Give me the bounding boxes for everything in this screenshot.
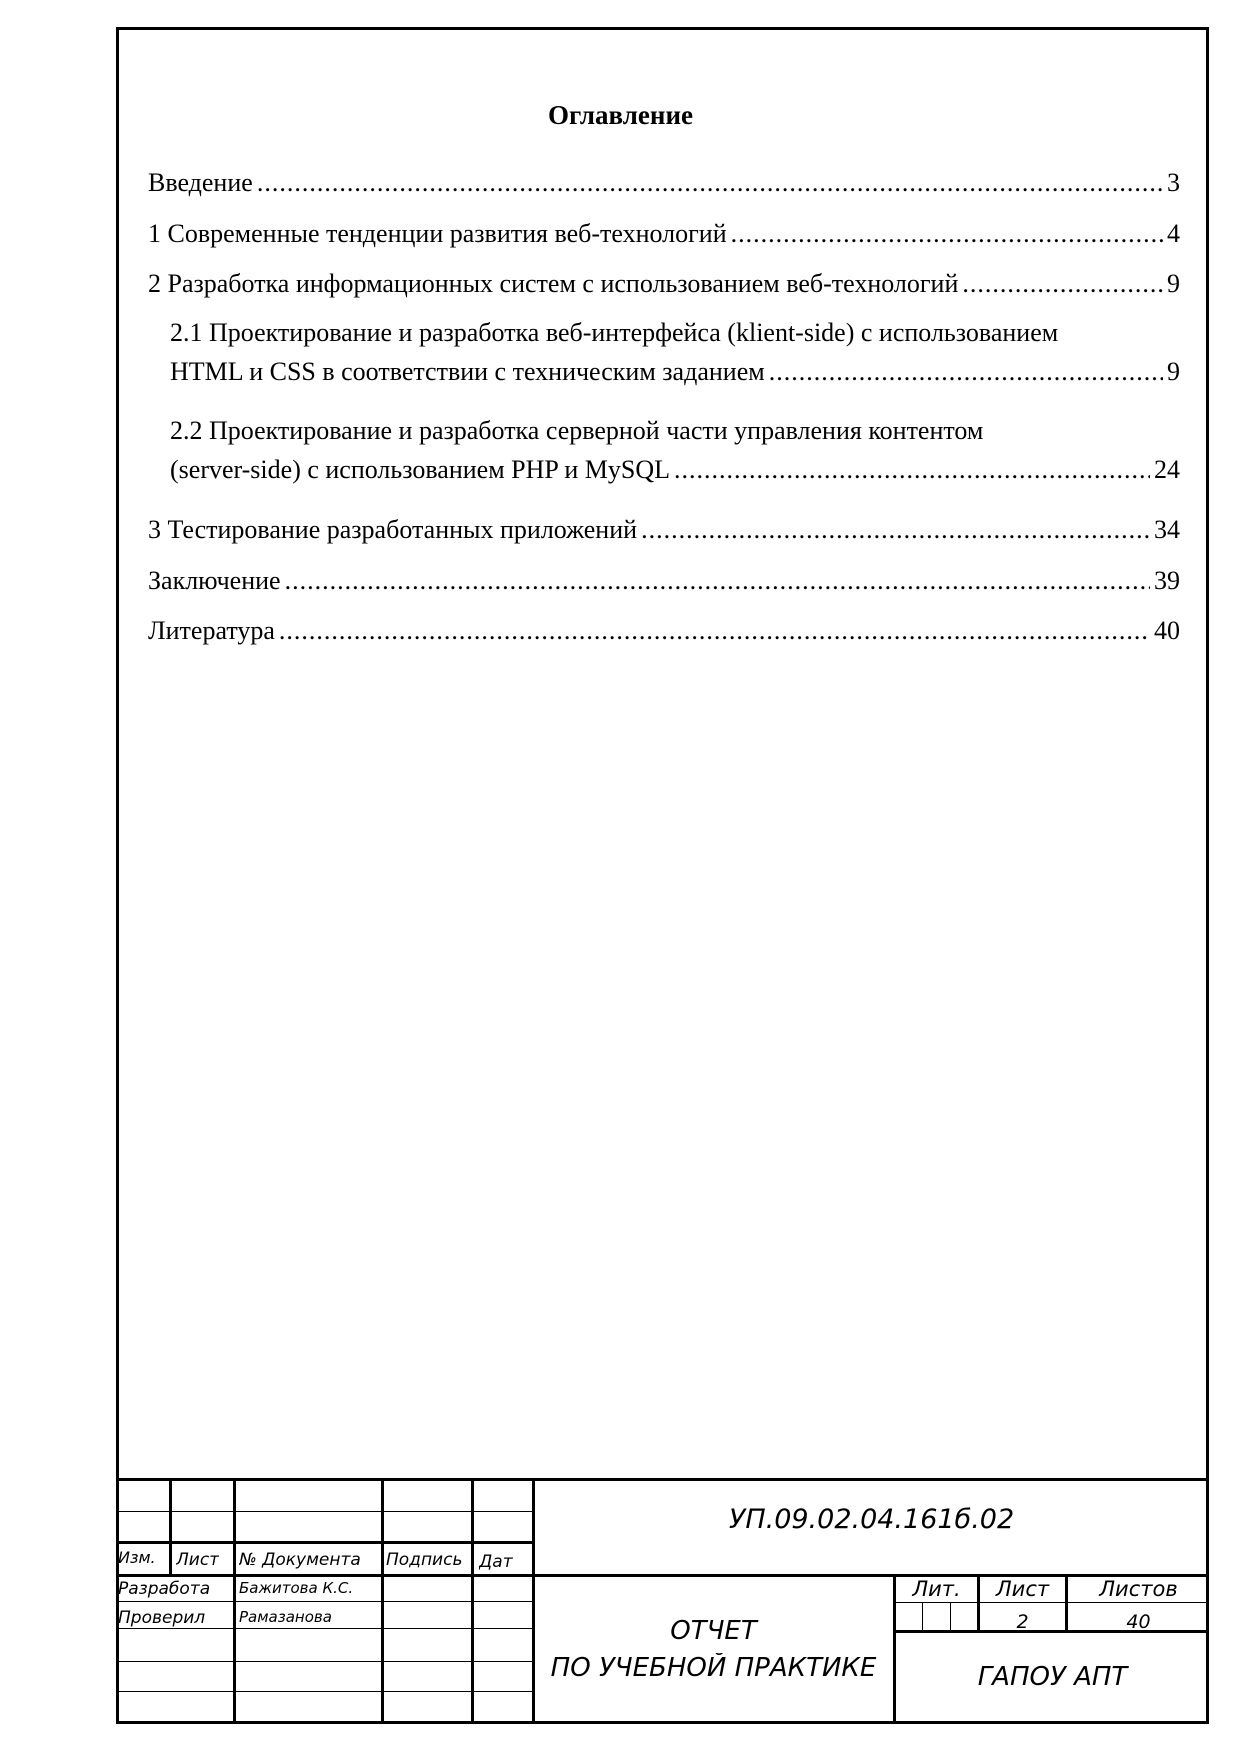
toc-entry-page: 9 bbox=[1167, 357, 1180, 386]
developer-name: Бажитова К.С. bbox=[239, 1579, 354, 1597]
lit-label: Лит. bbox=[912, 1577, 961, 1601]
col-date-label: Дат bbox=[479, 1552, 513, 1572]
toc-entry-page: 39 bbox=[1154, 566, 1180, 595]
toc-leader-dots bbox=[962, 269, 1163, 299]
toc-entry-text: 3 Тестирование разработанных приложений bbox=[148, 515, 638, 544]
toc-entry-text: Введение bbox=[148, 168, 253, 197]
col-list-label: Лист bbox=[176, 1550, 220, 1570]
toc-entry-page: 34 bbox=[1154, 515, 1180, 544]
row-developed-label: Разработа bbox=[118, 1579, 211, 1599]
toc-entry-page: 9 bbox=[1167, 269, 1180, 298]
toc-entry-chapter-3[interactable] bbox=[148, 515, 1180, 549]
toc-entry-2-1-line1: 2.1 Проектирование и разработка веб-интерфейса (klient-side) с использованием bbox=[170, 318, 1059, 347]
toc-leader-dots bbox=[285, 566, 1150, 596]
sheets-total: 40 bbox=[1126, 1611, 1151, 1629]
col-izm-label: Изм. bbox=[118, 1548, 156, 1567]
row-checked-label: Проверил bbox=[118, 1608, 206, 1628]
toc-entry-text: Заключение bbox=[148, 566, 281, 595]
toc-leader-dots bbox=[769, 357, 1163, 387]
sheet-label: Лист bbox=[995, 1577, 1050, 1601]
toc-entry-2-2-line1: 2.2 Проектирование и разработка серверной части управления контентом bbox=[170, 416, 984, 445]
toc-entry-page: 40 bbox=[1154, 616, 1180, 645]
toc-entry-section-2-2[interactable] bbox=[170, 455, 1180, 489]
stamp-line bbox=[893, 1602, 1209, 1603]
col-document-label: № Документа bbox=[239, 1550, 361, 1570]
stamp-line bbox=[950, 1602, 951, 1630]
toc-entry-text: HTML и CSS в соответствии с техническим заданием bbox=[170, 357, 765, 386]
stamp-line bbox=[116, 1478, 1209, 1481]
report-title-line1: ОТЧЕТ bbox=[670, 1616, 757, 1646]
title-block bbox=[116, 1478, 1209, 1724]
toc-leader-dots bbox=[731, 219, 1163, 249]
checker-name: Рамазанова bbox=[239, 1608, 332, 1626]
stamp-line bbox=[922, 1602, 923, 1630]
toc-entry-text: (server-side) с использованием PHP и MySQL bbox=[170, 455, 671, 484]
toc-entry-page: 3 bbox=[1167, 168, 1180, 197]
stamp-line bbox=[233, 1478, 236, 1724]
stamp-line bbox=[169, 1478, 172, 1574]
toc-entry-page: 4 bbox=[1167, 219, 1180, 248]
sheets-total-label: Листов bbox=[1099, 1577, 1178, 1601]
toc-entry-introduction[interactable] bbox=[148, 168, 1180, 202]
col-signature-label: Подпись bbox=[386, 1550, 463, 1570]
toc-entry-text: 2 Разработка информационных систем с использованием веб-технологий bbox=[148, 269, 959, 298]
toc-entry-text: Литература bbox=[148, 616, 275, 645]
toc-entry-literature[interactable] bbox=[148, 616, 1180, 650]
toc-entry-text: 1 Современные тенденции развития веб-технологий bbox=[148, 219, 727, 248]
stamp-line bbox=[893, 1630, 1209, 1633]
toc-leader-dots bbox=[279, 616, 1150, 646]
toc-entry-chapter-1[interactable] bbox=[148, 219, 1180, 253]
toc-entry-page: 24 bbox=[1154, 455, 1180, 484]
toc-entry-conclusion[interactable] bbox=[148, 566, 1180, 600]
sheet-number: 2 bbox=[1016, 1611, 1029, 1629]
toc-leader-dots bbox=[257, 168, 1163, 198]
document-code: УП.09.02.04.161б.02 bbox=[728, 1504, 1015, 1535]
report-title-line2: ПО УЧЕБНОЙ ПРАКТИКЕ bbox=[550, 1653, 877, 1683]
toc-leader-dots bbox=[674, 455, 1150, 485]
toc-title: Оглавление bbox=[548, 100, 693, 130]
stamp-line bbox=[471, 1478, 474, 1724]
toc-leader-dots bbox=[641, 515, 1150, 545]
toc-entry-section-2-1[interactable] bbox=[170, 357, 1180, 391]
toc-entry-chapter-2[interactable] bbox=[148, 269, 1180, 303]
stamp-line bbox=[381, 1478, 384, 1724]
organization-name: ГАПОУ АПТ bbox=[977, 1662, 1128, 1692]
